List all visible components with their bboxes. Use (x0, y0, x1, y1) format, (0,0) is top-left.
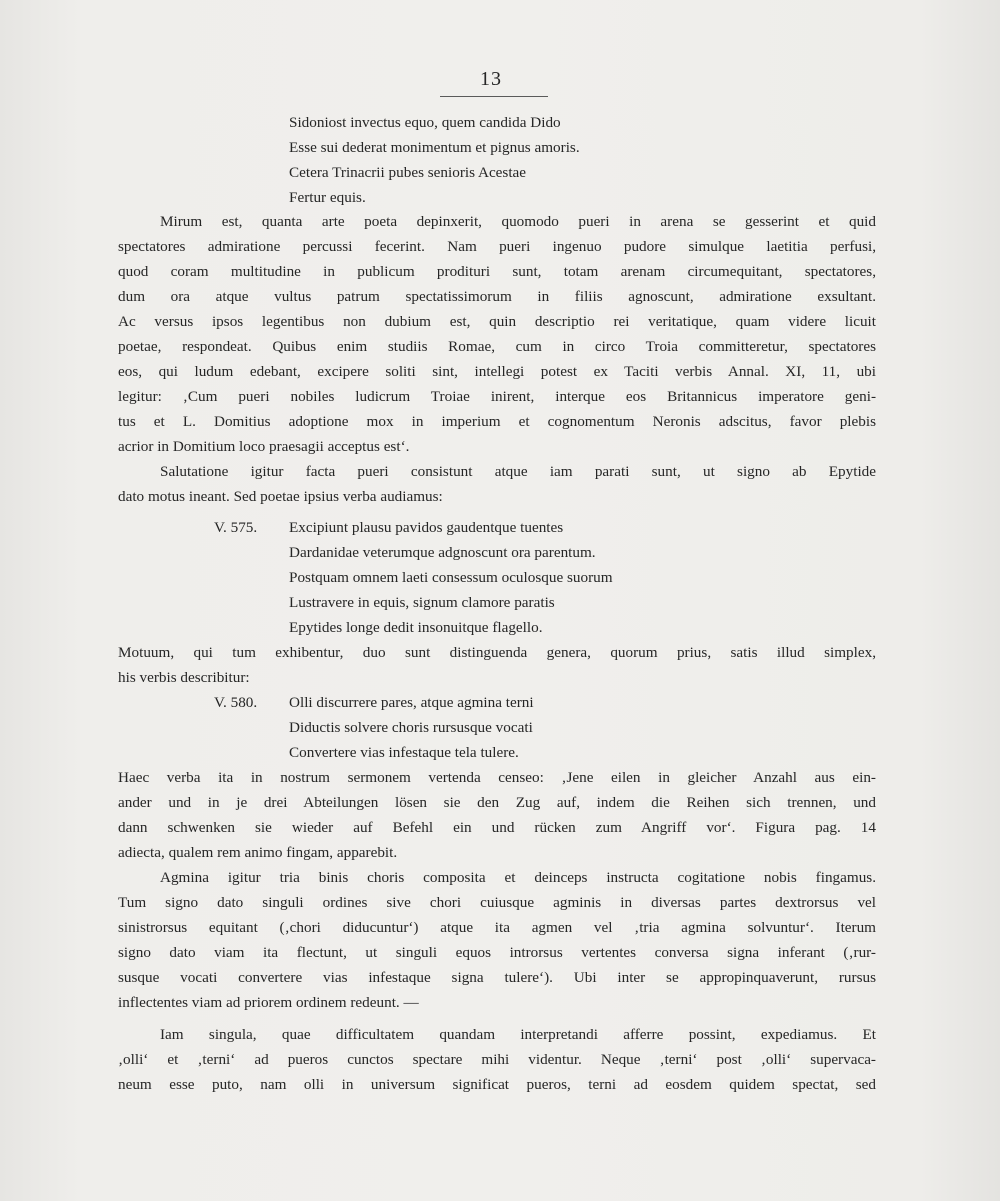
text-line: sinistrorsus equitant (‚chori diducuntur‘) atque ita agmen vel ‚tria agmina solvuntur‘. Iterum (118, 919, 876, 936)
text-line: ander und in je drei Abteilungen lösen sie den Zug auf, indem die Reihen sich trennen, und (118, 794, 876, 811)
verse-line: Esse sui dederat monimentum et pignus amoris. (289, 139, 580, 156)
text-line: adiecta, qualem rem animo fingam, apparebit. (118, 844, 398, 861)
text-line: dato motus ineant. Sed poetae ipsius verba audiamus: (118, 488, 443, 505)
text-line: Ac versus ipsos legentibus non dubium est, quin descriptio rei veritatique, quam videre licuit (118, 313, 876, 330)
verse-line: Excipiunt plausu pavidos gaudentque tuentes (289, 519, 564, 536)
verse-number: V. 580. (214, 694, 258, 711)
verse-line: Olli discurrere pares, atque agmina terni (289, 694, 534, 711)
text-line: his verbis describitur: (118, 669, 250, 686)
text-line: Mirum est, quanta arte poeta depinxerit, quomodo pueri in arena se gesserint et quid (160, 213, 876, 230)
text-line: acrior in Domitium loco praesagii acceptus est‘. (118, 438, 410, 455)
text-line: inflectentes viam ad priorem ordinem redeunt. — (118, 994, 419, 1011)
text-line: Salutatione igitur facta pueri consistunt atque iam parati sunt, ut signo ab Epytide (160, 463, 876, 480)
text-line: Agmina igitur tria binis choris composita et deinceps instructa cogitatione nobis fingamus. (160, 869, 876, 886)
page-number-rule (440, 96, 548, 97)
text-line: dann schwenken sie wieder auf Befehl ein und rücken zum Angriff vor‘. Figura pag. 14 (118, 819, 876, 836)
page-number: 13 (480, 68, 502, 90)
verse-line: Epytides longe dedit insonuitque flagello. (289, 619, 543, 636)
text-line: Motuum, qui tum exhibentur, duo sunt distinguenda genera, quorum prius, satis illud simplex, (118, 644, 876, 661)
text-line: eos, qui ludum edebant, excipere soliti sint, intellegi potest ex Taciti verbis Annal. XI, 11, ubi (118, 363, 876, 380)
verse-line: Convertere vias infestaque tela tulere. (289, 744, 519, 761)
verse-line: Fertur equis. (289, 189, 366, 206)
text-line: legitur: ‚Cum pueri nobiles ludicrum Troiae inirent, interque eos Britannicus imperatore geni- (118, 388, 876, 405)
text-line: ‚olli‘ et ‚terni‘ ad pueros cunctos spectare mihi videntur. Neque ‚terni‘ post ‚olli‘ supervaca- (118, 1051, 876, 1068)
text-line: susque vocati convertere vias infestaque signa tulere‘). Ubi inter se appropinquaverunt, rursus (118, 969, 876, 986)
verse-line: Sidoniost invectus equo, quem candida Dido (289, 114, 561, 131)
text-line: neum esse puto, nam olli in universum significat pueros, terni ad eosdem quidem spectat, sed (118, 1076, 876, 1093)
text-line: Iam singula, quae difficultatem quandam interpretandi afferre possint, expediamus. Et (160, 1026, 876, 1043)
verse-line: Cetera Trinacrii pubes senioris Acestae (289, 164, 527, 181)
verse-line: Lustravere in equis, signum clamore paratis (289, 594, 555, 611)
text-line: spectatores admiratione percussi fecerint. Nam pueri ingenuo pudore simulque laetitia perfusi, (118, 238, 876, 255)
text-line: Tum signo dato singuli ordines sive chori cuiusque agminis in diversas partes dextrorsus vel (118, 894, 876, 911)
text-line: Haec verba ita in nostrum sermonem vertenda censeo: ‚Jene eilen in gleicher Anzahl aus ein- (118, 769, 876, 786)
text-line: poetae, respondeat. Quibus enim studiis Romae, cum in circo Troia committeretur, spectatores (118, 338, 876, 355)
verse-line: Dardanidae veterumque adgnoscunt ora parentum. (289, 544, 596, 561)
verse-line: Postquam omnem laeti consessum oculosque suorum (289, 569, 613, 586)
verse-number: V. 575. (214, 519, 258, 536)
verse-line: Diductis solvere choris rursusque vocati (289, 719, 533, 736)
text-line: signo dato viam ita flectunt, ut singuli equos introrsus vertentes conversa signa inferant (‚rur- (118, 944, 876, 961)
text-line: dum ora atque vultus patrum spectatissimorum in filiis agnoscunt, admiratione exsultant. (118, 288, 876, 305)
text-line: quod coram multitudine in publicum prodituri sunt, totam arenam circumequitant, spectatores, (118, 263, 876, 280)
text-line: tus et L. Domitius adoptione mox in imperium et cognomentum Neronis adscitus, favor plebis (118, 413, 876, 430)
